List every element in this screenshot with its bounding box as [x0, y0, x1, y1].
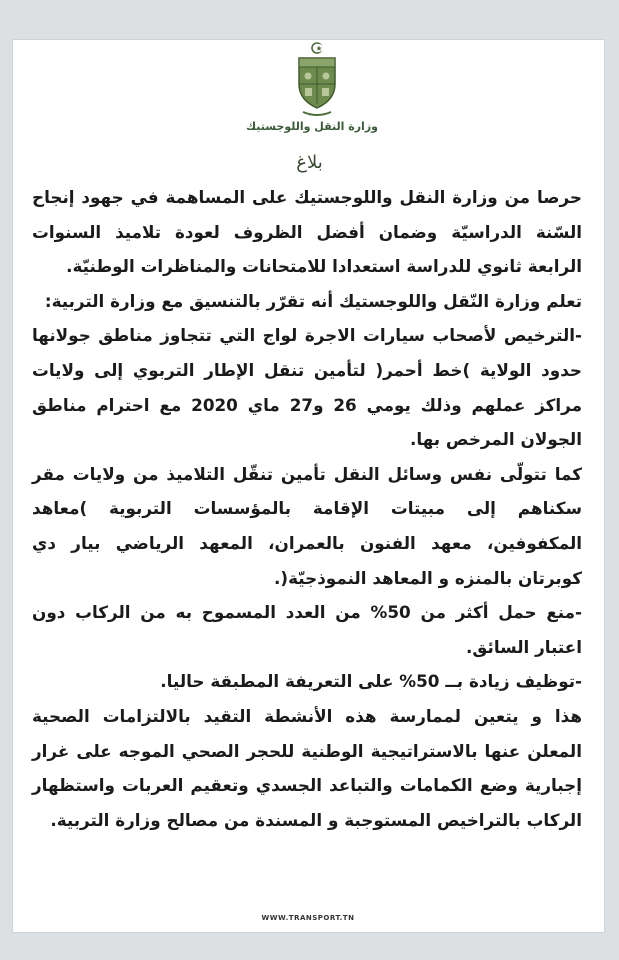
ministry-name: وزارة النقل واللوجستيك [245, 120, 378, 133]
paragraph-student-transport: كما تتولّى نفس وسائل النقل تأمين تنقّل التلاميذ من ولايات مقر سكناهم إلى مبيتات الإقامة بالمؤسسات التربوية )معاهد المكفوفين، معهد الفنون بالعمران، المعهد الرياضي بيار دي كوبرتان بالمنزه و المعاهد النموذجيّة(. [32, 463, 582, 588]
announcement-body [32, 180, 582, 837]
paragraph-announcement: تعلم وزارة النّقل واللوجستيك أنه تقرّر بالتنسيق مع وزارة التربية: [44, 290, 582, 311]
paragraph-health-measures: هذا و يتعين لممارسة هذه الأنشطة التقيد بالالتزامات الصحية المعلن عنها بالاستراتيجية الوطنية للحجر الصحي الموجه على غرار إجبارية وضع الكمامات والتباعد الجسدي وتعقيم العربات واستظهار الركاب بالتراخيص المستوجبة و المسندة من مصالح وزارة التربية. [32, 705, 582, 830]
footer-website: WWW.TRANSPORT.TN [261, 914, 355, 922]
paragraph-intro: حرصا من وزارة النقل واللوجستيك على المساهمة في جهود إنجاح السّنة الدراسيّة وضمان أفضل الظروف لعودة تلاميذ السنوات الرابعة ثانوي للدراسة استعدادا للامتحانات والمناظرات الوطنيّة. [32, 187, 582, 277]
document-page [12, 39, 605, 933]
paragraph-capacity-limit: -منع حمل أكثر من 50% من العدد المسموح به من الركاب دون اعتبار السائق. [32, 602, 583, 657]
paragraph-fare-increase: -توظيف زيادة بــ 50% على التعريفة المطبقة حاليا. [160, 671, 582, 692]
paragraph-taxi-authorization: -الترخيص لأصحاب سيارات الاجرة لواج التي تتجاوز مناطق جولانها حدود الولاية )خط أحمر( لتأمين تنقل الإطار التربوي إلى ولايات مراكز عملهم وذلك يومي 26 و27 ماي 2020 مع احترام مناطق الجولان المرخص بها. [32, 325, 582, 450]
tunisia-coat-of-arms-icon [291, 40, 343, 120]
announcement-title: بلاغ [296, 152, 323, 173]
